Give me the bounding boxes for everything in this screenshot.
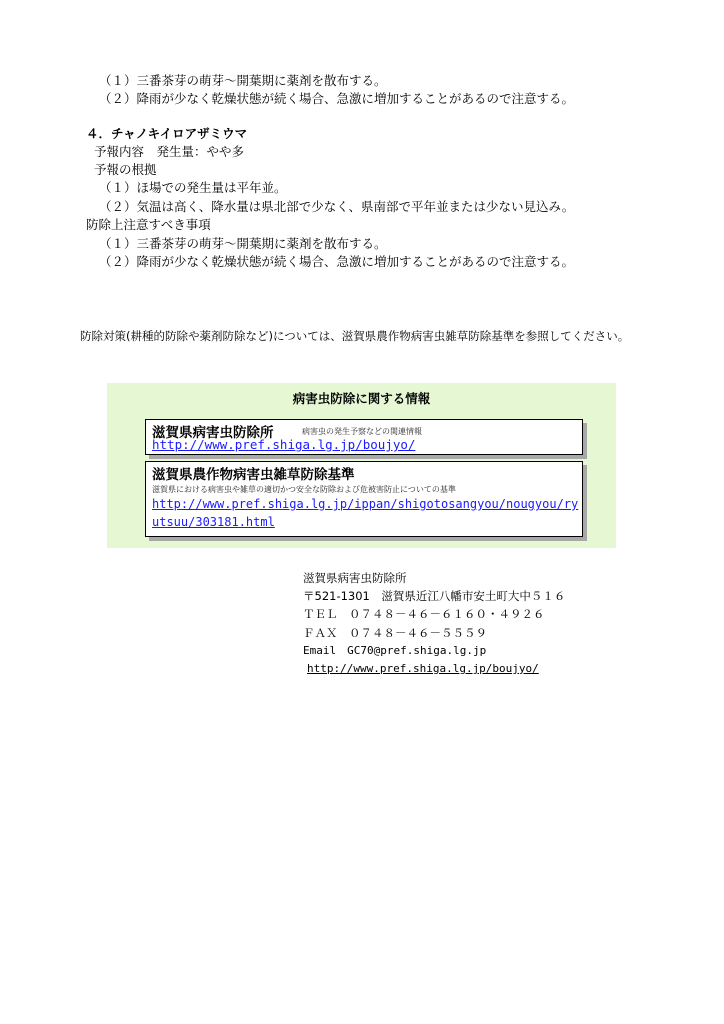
contact-email: Email GC70@pref.shiga.lg.jp <box>303 644 487 657</box>
info-card-standard <box>145 461 583 537</box>
section4-basis-item-1: （１）ほ場での発生量は平年並。 <box>99 180 287 195</box>
card2-url-link-line2[interactable]: utsuu/303181.html <box>152 515 275 529</box>
section3-item-2: （２）降雨が少なく乾燥状態が続く場合、急激に増加することがあるので注意する。 <box>99 91 575 106</box>
contact-org: 滋賀県病害虫防除所 <box>303 571 407 585</box>
section4-caution-item-2: （２）降雨が少なく乾燥状態が続く場合、急激に増加することがあるので注意する。 <box>99 254 575 269</box>
section4-forecast: 予報内容 発生量：やや多 <box>94 144 245 159</box>
info-box-title: 病害虫防除に関する情報 <box>292 391 431 406</box>
section4-heading: ４．チャノキイロアザミウマ <box>86 126 248 141</box>
card2-url-link-line1[interactable]: http://www.pref.shiga.lg.jp/ippan/shigotosangyou/nougyou/ry <box>152 497 579 511</box>
card1-url-link[interactable]: http://www.pref.shiga.lg.jp/boujyo/ <box>152 437 416 452</box>
section4-basis-heading: 予報の根拠 <box>94 162 157 177</box>
contact-address: 〒521-1301 滋賀県近江八幡市安土町大中５１６ <box>303 589 566 603</box>
contact-url-link[interactable]: http://www.pref.shiga.lg.jp/boujyo/ <box>307 662 539 675</box>
card2-note: 滋賀県における病害虫や雑草の適切かつ安全な防除および危被害防止についての基準 <box>152 485 456 494</box>
info-card-boujyo <box>145 419 583 455</box>
card1-title: 滋賀県病害虫防除所 <box>152 425 274 441</box>
info-box <box>107 383 616 548</box>
section3-item-1: （１）三番茶芽の萌芽～開葉期に薬剤を散布する。 <box>99 73 387 88</box>
section4-caution-item-1: （１）三番茶芽の萌芽～開葉期に薬剤を散布する。 <box>99 236 387 251</box>
card1-note: 病害虫の発生予察などの関連情報 <box>302 427 422 436</box>
contact-fax: ＦＡＸ ０７４８－４６－５５５９ <box>303 626 487 640</box>
reference-note: 防除対策(耕種的防除や薬剤防除など)については、滋賀県農作物病害虫雑草防除基準を参照してください。 <box>80 329 630 343</box>
card2-title: 滋賀県農作物病害虫雑草防除基準 <box>152 467 355 483</box>
section4-basis-item-2: （２）気温は高く、降水量は県北部で少なく、県南部で平年並または少ない見込み。 <box>99 199 575 214</box>
contact-tel: ＴＥＬ ０７４８－４６－６１６０・４９２６ <box>303 607 545 621</box>
section4-caution-heading: 防除上注意すべき事項 <box>86 217 211 232</box>
